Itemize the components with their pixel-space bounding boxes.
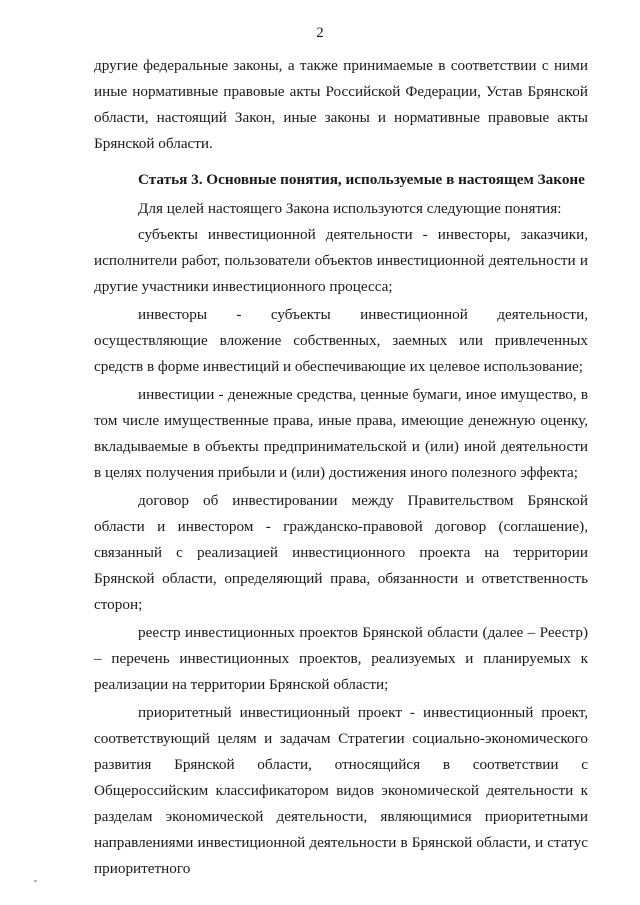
article-heading: Статья 3. Основные понятия, используемые в настоящем Законе <box>138 171 585 188</box>
definition-subjects: субъекты инвестиционной деятельности - инвесторы, заказчики, исполнители работ, пользователи объектов инвестиционной деятельности и другие участники инвестиционного процесса; <box>94 226 588 295</box>
definition-project-registry: реестр инвестиционных проектов Брянской области (далее – Реестр) – перечень инвестиционных проектов, реализуемых и планируемых к реализации на территории Брянской области; <box>94 624 588 693</box>
definition-investments: инвестиции - денежные средства, ценные бумаги, иное имущество, в том числе имущественные права, иные права, имеющие денежную оценку, вкладываемые в объекты предпринимательской и (или) иной деятельности в целях получения прибыли и (или) достижения иного полезного эффекта; <box>94 386 588 481</box>
page-number: 2 <box>316 25 324 41</box>
scan-artifact <box>34 880 37 882</box>
intro-paragraph: другие федеральные законы, а также принимаемые в соответствии с ними иные нормативные правовые акты Российской Федерации, Устав Брянской области, настоящий Закон, иные законы и нормативные правовые акты Брянской области. <box>94 57 588 152</box>
definition-priority-project: приоритетный инвестиционный проект - инвестиционный проект, соответствующий целям и задачам Стратегии социально-экономического развития Брянской области, относящийся в соответствии с Общероссийским классификатором видов экономической деятельности к разделам экономической деятельности, являющимися приоритетными направлениями инвестиционной деятельности в Брянской области, и статус приоритетного <box>94 704 588 877</box>
definitions-intro: Для целей настоящего Закона используются следующие понятия: <box>138 200 562 217</box>
definition-investment-agreement: договор об инвестировании между Правительством Брянской области и инвестором - гражданско-правовой договор (соглашение), связанный с реализацией инвестиционного проекта на территории Брянской области, определяющий права, обязанности и ответственность сторон; <box>94 492 588 613</box>
document-body <box>94 53 588 882</box>
definition-investors: инвесторы - субъекты инвестиционной деятельности, осуществляющие вложение собственных, заемных или привлеченных средств в форме инвестиций и обеспечивающие их целевое использование; <box>94 306 588 375</box>
